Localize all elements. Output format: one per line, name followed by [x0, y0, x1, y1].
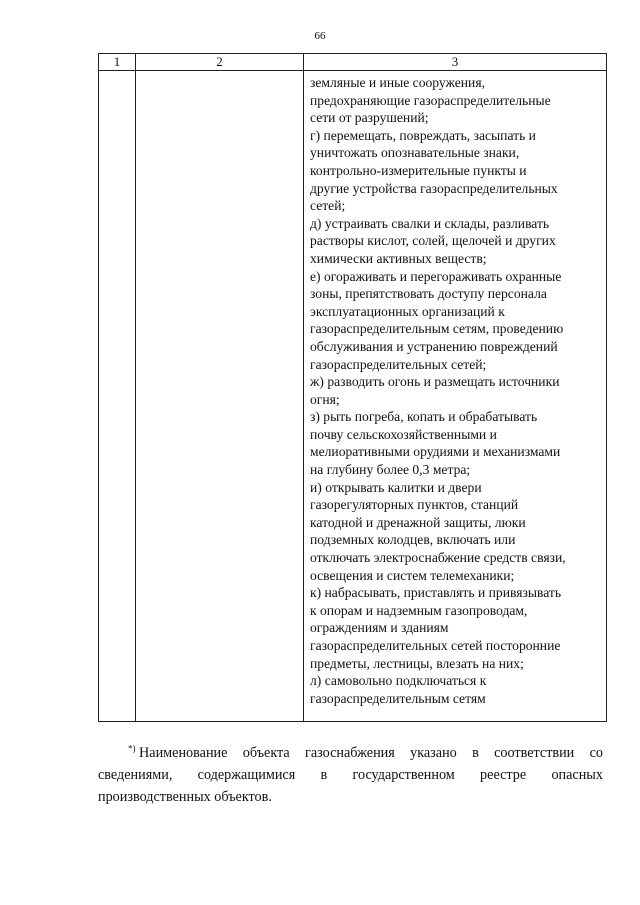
table-header-row: [99, 54, 607, 71]
table-row: [99, 71, 607, 722]
cell-text-line: к) набрасывать, приставлять и привязывать: [310, 585, 562, 601]
footnote-word: соответствии: [494, 745, 575, 761]
cell-text-line: д) устраивать свалки и склады, разливать: [310, 215, 550, 231]
footnote-word: объекта: [242, 745, 290, 761]
cell-text-line: обслуживания и устранению повреждений: [310, 338, 558, 354]
cell-text-line: мелиоративными орудиями и механизмами: [310, 444, 561, 460]
footnote-word: в: [320, 767, 328, 783]
cell-text-line: подземных колодцев, включать или: [310, 532, 516, 548]
cell-text-line: предметы, лестницы, влезать на них;: [310, 655, 524, 671]
column-header-3: 3: [304, 54, 607, 71]
footnote-word: газоснабжения: [305, 745, 395, 761]
footnote-word: реестре: [480, 767, 527, 783]
cell-text-line: катодной и дренажной защиты, люки: [310, 514, 526, 530]
cell-text-line: огня;: [310, 391, 340, 407]
footnote-word: *) Наименование: [128, 743, 228, 761]
column-header-1: 1: [99, 54, 136, 71]
footnote-word: государственном: [352, 767, 455, 783]
cell-text-line: з) рыть погреба, копать и обрабатывать: [310, 409, 538, 425]
footnote-marker: *): [128, 743, 136, 754]
cell-text-line: отключать электроснабжение средств связи,: [310, 550, 566, 566]
cell-text-line: на глубину более 0,3 метра;: [310, 462, 471, 478]
cell-text-line: ж) разводить огонь и размещать источники: [310, 374, 560, 390]
footnote-word: сведениями,: [98, 767, 173, 783]
cell-text-line: растворы кислот, солей, щелочей и других: [310, 233, 556, 249]
cell-text-line: уничтожать опознавательные знаки,: [310, 145, 520, 161]
footnote-line-1: [98, 742, 603, 764]
cell-text-line: к опорам и надземным газопроводам,: [310, 602, 528, 618]
cell-text-line: г) перемещать, повреждать, засыпать и: [310, 127, 536, 143]
cell-text-line: газораспределительных сетей;: [310, 356, 487, 372]
cell-text-line: газораспределительным сетям, проведению: [310, 321, 564, 337]
footnote-word: со: [589, 745, 603, 761]
cell-text-line: другие устройства газораспределительных: [310, 180, 558, 196]
column-header-2: 2: [136, 54, 304, 71]
footnote-word: опасных: [551, 767, 603, 783]
footnote-line-3: производственных объектов.: [98, 789, 272, 805]
footnote-line-2: [98, 764, 603, 786]
cell-col-3: [304, 71, 607, 722]
cell-text-line: газорегуляторных пунктов, станций: [310, 497, 519, 513]
cell-text-line: газораспределительных сетей посторонние: [310, 638, 561, 653]
cell-text-line: освещения и систем телемеханики;: [310, 567, 515, 583]
cell-text-line: ограждениям и зданиям: [310, 620, 449, 636]
regulation-table: [98, 53, 607, 722]
cell-text-line: почву сельскохозяйственными и: [310, 426, 497, 442]
footnote-word: в: [472, 745, 479, 761]
footnote-word: содержащимися: [197, 767, 296, 783]
cell-text-line: эксплуатационных организаций к: [310, 303, 505, 319]
cell-text-line: зоны, препятствовать доступу персонала: [310, 286, 547, 302]
footnote-word: указано: [410, 745, 457, 761]
cell-text-line: сетей;: [310, 198, 346, 214]
cell-text-line: контрольно-измерительные пункты и: [310, 162, 527, 178]
page-number: 66: [314, 30, 326, 42]
cell-col-2: [136, 71, 304, 722]
cell-text-line: химически активных веществ;: [310, 250, 487, 266]
cell-text-line: л) самовольно подключаться к: [310, 673, 487, 689]
cell-text-line: сети от разрушений;: [310, 110, 429, 126]
cell-text-line: предохраняющие газораспределительные: [310, 92, 551, 108]
cell-text-line: е) огораживать и перегораживать охранные: [310, 268, 562, 284]
footnote: [98, 742, 603, 808]
cell-text-line: газораспределительным сетям: [310, 690, 486, 706]
cell-col-1: [99, 71, 136, 722]
cell-text-line: и) открывать калитки и двери: [310, 479, 482, 495]
cell-text-line: земляные и иные сооружения,: [310, 75, 485, 90]
